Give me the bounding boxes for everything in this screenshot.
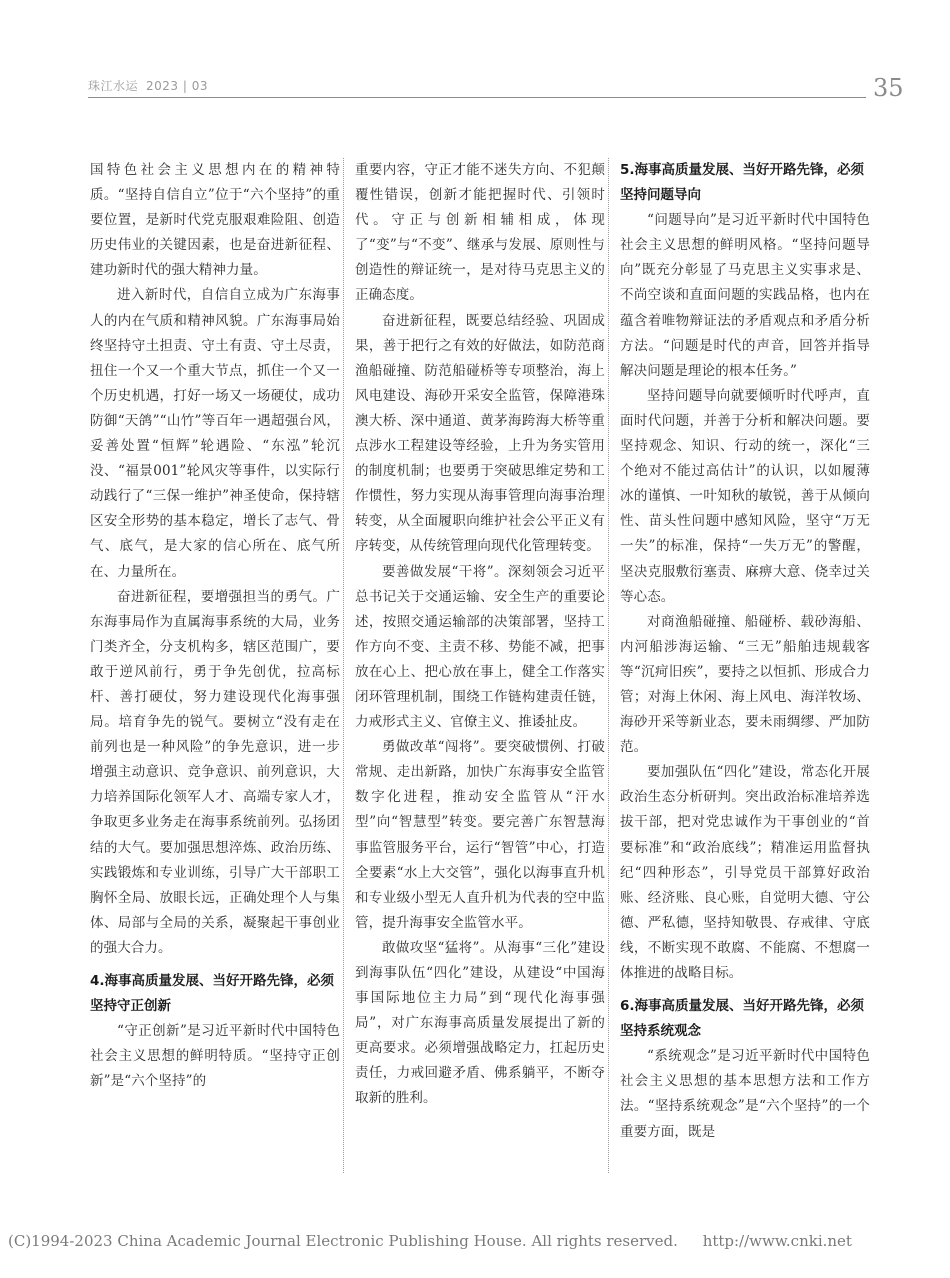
paragraph: “守正创新”是习近平新时代中国特色社会主义思想的鲜明特质。“坚持守正创新”是“六个坚持”的 (90, 1023, 340, 1090)
text-column-1 (90, 158, 340, 1173)
header-divider (88, 97, 866, 98)
section-heading: 4.海事高质量发展、当好开路先锋，必须坚持守正创新 (90, 973, 335, 1015)
paragraph: 进入新时代，自信自立成为广东海事人的内在气质和精神风貌。广东海事局始终坚持守土担责、守土有责、守土尽责，扭住一个又一个重大节点，抓住一个又一个历史机遇，打好一场又一场硬仗，成功防御“天鸽”“山竹”等百年一遇超强台风，妥善处置“恒辉”轮遇险、“东泓”轮沉没、“福景001”轮风灾等事件，以实际行动践行了“三保一维护”神圣使命，保持辖区安全形势的基本稳定，增长了志气、骨气、底气，是大家的信心所在、底气所在、力量所在。 (90, 287, 340, 580)
paragraph: 要善做发展“干将”。深刻领会习近平总书记关于交通运输、安全生产的重要论述，按照交通运输部的决策部署，坚持工作方向不变、主责不移、势能不减，把事放在心上、把心放在事上，健全工作落实闭环管理机制，围绕工作链构建责任链，力戒形式主义、官僚主义、推诿扯皮。 (355, 563, 605, 731)
journal-name: 珠江水运 2023 | 03 (88, 79, 208, 93)
paragraph: 坚持问题导向就要倾听时代呼声，直面时代问题，并善于分析和解决问题。要坚持观念、知识、行动的统一，深化“三个绝对不能过高估计”的认识，以如履薄冰的谨慎、一叶知秋的敏锐，善于从倾向性、苗头性问题中感知风险，坚守“万无一失”的标准，保持“一失万无”的警醒，坚决克服敷衍塞责、麻痹大意、侥幸过关等心态。 (620, 387, 870, 605)
section-heading: 6.海事高质量发展、当好开路先锋，必须坚持系统观念 (620, 998, 865, 1040)
paragraph: 奋进新征程，既要总结经验、巩固成果，善于把行之有效的好做法，如防范商渔船碰撞、防范船碰桥等专项整治，海上风电建设、海砂开采安全监管，保障港珠澳大桥、深中通道、黄茅海跨海大桥等重点涉水工程建设等经验，上升为务实管用的制度机制；也要勇于突破思维定势和工作惯性，努力实现从海事管理向海事治理转变，从全面履职向维护社会公平正义有序转变，从传统管理向现代化管理转变。 (355, 312, 605, 555)
column-divider (608, 158, 610, 1173)
page-number: 35 (873, 74, 904, 102)
paragraph: 重要内容，守正才能不迷失方向、不犯颠覆性错误，创新才能把握时代、引领时代。守正与创新相辅相成，体现了“变”与“不变”、继承与发展、原则性与创造性的辩证统一，是对待马克思主义的正确态度。 (355, 162, 605, 304)
text-column-2 (355, 158, 605, 1173)
source-url: http://www.cnki.net (702, 1232, 852, 1250)
paragraph: 敢做攻坚“猛将”。从海事“三化”建设到海事队伍“四化”建设，从建设“中国海事国际地位主力局”到“现代化海事强局”，对广东海事高质量发展提出了新的更高要求。必须增强战略定力，扛起历史责任，力戒回避矛盾、佛系躺平，不断夺取新的胜利。 (355, 939, 605, 1107)
paragraph: 国特色社会主义思想内在的精神特质。“坚持自信自立”位于“六个坚持”的重要位置，是新时代党克服艰难险阻、创造历史伟业的关键因素，也是奋进新征程、建功新时代的强大精神力量。 (90, 162, 340, 279)
copyright-text: (C)1994-2023 China Academic Journal Electronic Publishing House. All rights reserved. (8, 1232, 678, 1250)
paragraph: “系统观念”是习近平新时代中国特色社会主义思想的基本思想方法和工作方法。“坚持系统观念”是“六个坚持”的一个重要方面，既是 (620, 1048, 870, 1140)
paragraph: 勇做改革“闯将”。要突破惯例、打破常规、走出新路，加快广东海事安全监管数字化进程，推动安全监管从“汗水型”向“智慧型”转变。要完善广东智慧海事监管服务平台，运行“智管”中心，打造全要素“水上大交管”，强化以海事直升机和专业级小型无人直升机为代表的空中监管，提升海事安全监管水平。 (355, 739, 605, 931)
running-header (88, 75, 866, 99)
column-divider (343, 158, 345, 1173)
paragraph: 对商渔船碰撞、船碰桥、载砂海船、内河船涉海运输、“三无”船舶违规载客等“沉疴旧疾”，要持之以恒抓、形成合力管；对海上休闲、海上风电、海洋牧场、海砂开采等新业态，要未雨绸缪、严加防范。 (620, 613, 870, 756)
text-column-3 (620, 158, 870, 1173)
copyright-footer (8, 1232, 948, 1250)
paragraph: 要加强队伍“四化”建设，常态化开展政治生态分析研判。突出政治标准培养选拔干部，把对党忠诚作为干事创业的“首要标准”和“政治底线”；精准运用监督执纪“四种形态”，引导党员干部算好政治账、经济账、良心账，自觉明大德、守公德、严私德，坚持知敬畏、存戒律、守底线，不断实现不敢腐、不能腐、不想腐一体推进的战略目标。 (620, 764, 870, 981)
paragraph: 奋进新征程，要增强担当的勇气。广东海事局作为直属海事系统的大局，业务门类齐全，分支机构多，辖区范围广，要敢于逆风前行，勇于争先创优，拉高标杆、善打硬仗，努力建设现代化海事强局。培育争先的锐气。要树立“没有走在前列也是一种风险”的争先意识，进一步增强主动意识、竞争意识、前列意识，大力培养国际化领军人才、高端专家人才，争取更多业务走在海事系统前列。弘扬团结的大气。要加强思想淬炼、政治历练、实践锻炼和专业训练，引导广大干部职工胸怀全局、放眼长远，正确处理个人与集体、局部与全局的关系，凝聚起干事创业的强大合力。 (90, 588, 340, 956)
section-heading: 5.海事高质量发展、当好开路先锋，必须坚持问题导向 (620, 162, 865, 204)
paragraph: “问题导向”是习近平新时代中国特色社会主义思想的鲜明风格。“坚持问题导向”既充分彰显了马克思主义实事求是、不尚空谈和直面问题的实践品格，也内在蕴含着唯物辩证法的矛盾观点和矛盾分析方法。“问题是时代的声音，回答并指导解决问题是理论的根本任务。” (620, 212, 870, 379)
issue-number: 2023 | 03 (146, 79, 208, 93)
